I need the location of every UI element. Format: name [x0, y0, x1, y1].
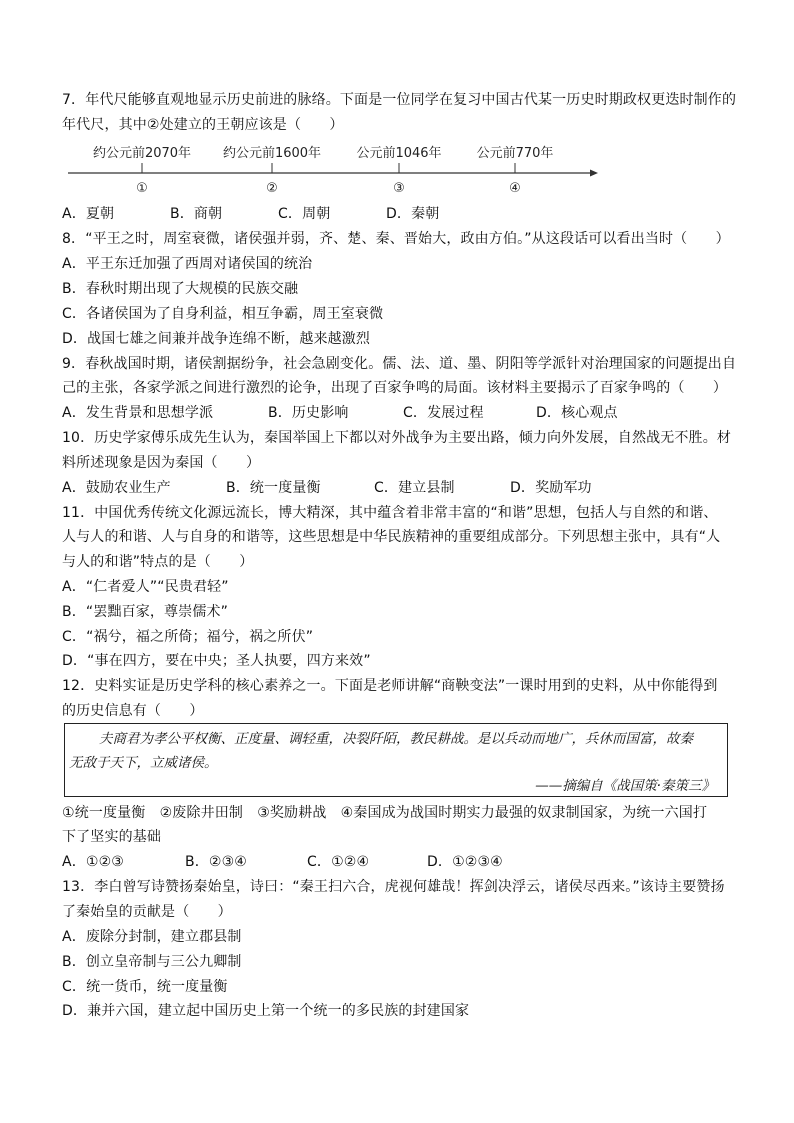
- q9-stem-line1: 9．春秋战国时期，诸侯割据纷争，社会急剧变化。儒、法、道、墨、阴阳等学派针对治理国家的问题提出自: [62, 356, 737, 372]
- q12-items-line1: ①统一度量衡 ②废除井田制 ③奖励耕战 ④秦国成为战国时期实力最强的奴隶制国家，为统一六国打: [62, 805, 708, 821]
- timeline-marker-1: ①: [136, 181, 148, 196]
- q11-option-a[interactable]: A．“仁者爱人”“民贵君轻”: [62, 579, 229, 595]
- timeline-marker-2: ②: [266, 181, 278, 196]
- q11-stem-line1: 11．中国优秀传统文化源远流长，博大精深，其中蕴含着非常丰富的“和谐”思想，包括人与自然的和谐、: [62, 505, 718, 521]
- q13-stem-line2: 了秦始皇的贡献是（ ）: [62, 904, 232, 920]
- q13-option-c[interactable]: C．统一货币，统一度量衡: [62, 979, 228, 995]
- q9-options: [62, 404, 618, 422]
- q7-stem-line2: 年代尺，其中②处建立的王朝应该是（ ）: [62, 117, 344, 133]
- q9-option-b[interactable]: B．历史影响: [268, 405, 349, 421]
- q9-option-a[interactable]: A．发生背景和思想学派: [62, 405, 214, 421]
- q12-items-line2: 下了坚实的基础: [62, 829, 162, 845]
- q10-option-c[interactable]: C．建立县制: [374, 480, 455, 496]
- q8-stem: 8．“平王之时，周室衰微，诸侯强并弱，齐、楚、秦、晋始大，政由方伯。”从这段话可以看出当时（ ）: [62, 231, 730, 247]
- quote-line1: 夫商君为孝公平权衡、正度量、调轻重，决裂阡陌，教民耕战。是以兵动而地广，兵休而国富，故秦: [99, 731, 693, 747]
- q10-stem-line1: 10．历史学家傅乐成先生认为，秦国举国上下都以对外战争为主要出路，倾力向外发展，自然战无不胜。材: [62, 430, 732, 446]
- timeline-chart: [68, 140, 608, 200]
- q8-option-c[interactable]: C．各诸侯国为了自身利益，相互争霸，周王室衰微: [62, 306, 384, 322]
- q12-stem-line2: 的历史信息有（ ）: [62, 703, 204, 719]
- q8-option-a[interactable]: A．平王东迁加强了西周对诸侯国的统治: [62, 256, 313, 272]
- timeline-marker-4: ④: [509, 181, 521, 196]
- q13-option-a[interactable]: A．废除分封制，建立郡县制: [62, 929, 242, 945]
- q12-option-d[interactable]: D．①②③④: [427, 854, 503, 870]
- timeline-marker-3: ③: [393, 181, 405, 196]
- q11-stem-line3: 与人的和谐”特点的是（ ）: [62, 554, 254, 570]
- q8-option-d[interactable]: D．战国七雄之间兼并战争连绵不断，越来越激烈: [62, 331, 371, 347]
- q10-option-d[interactable]: D．奖励军功: [510, 480, 592, 496]
- q7-option-b[interactable]: B．商朝: [170, 206, 223, 222]
- q11-option-c[interactable]: C．“祸兮，福之所倚；福兮，祸之所伏”: [62, 629, 314, 645]
- q12-stem-line1: 12．史料实证是历史学科的核心素养之一。下面是老师讲解“商鞅变法”一课时用到的史料，从中你能得到: [62, 678, 718, 694]
- timeline-label-1: 约公元前2070年: [92, 146, 192, 161]
- q13-option-b[interactable]: B．创立皇帝制与三公九卿制: [62, 954, 242, 970]
- q10-options: [62, 479, 592, 497]
- q9-option-d[interactable]: D．核心观点: [536, 405, 618, 421]
- q11-stem-line2: 人与人的和谐、人与自身的和谐等，这些思想是中华民族精神的重要组成部分。下列思想主张中，具有“人: [62, 529, 721, 545]
- q12-option-b[interactable]: B．②③④: [185, 854, 248, 870]
- q11-option-b[interactable]: B．“罢黜百家，尊崇儒术”: [62, 604, 229, 620]
- q7-option-c[interactable]: C．周朝: [278, 206, 331, 222]
- quote-line2: 无敌于天下，立威诸侯。: [69, 755, 218, 771]
- timeline-label-4: 公元前770年: [476, 146, 554, 161]
- q10-stem-line2: 料所述现象是因为秦国（ ）: [62, 455, 261, 471]
- q9-option-c[interactable]: C．发展过程: [403, 405, 484, 421]
- q12-option-a[interactable]: A．①②③: [62, 854, 124, 870]
- source-quote-box: [64, 723, 728, 797]
- q8-option-b[interactable]: B．春秋时期出现了大规模的民族交融: [62, 281, 299, 297]
- timeline-arrow-icon: [590, 170, 598, 177]
- timeline-label-3: 公元前1046年: [356, 146, 442, 161]
- q11-option-d[interactable]: D．“事在四方，要在中央；圣人执要，四方来效”: [62, 653, 371, 669]
- q7-option-d[interactable]: D．秦朝: [386, 206, 440, 222]
- q10-option-a[interactable]: A．鼓励农业生产: [62, 480, 171, 496]
- q12-options: [62, 853, 503, 871]
- q12-option-c[interactable]: C．①②④: [307, 854, 370, 870]
- q13-stem-line1: 13．李白曾写诗赞扬秦始皇，诗曰：“秦王扫六合，虎视何雄哉！挥剑决浮云，诸侯尽西来。”该诗主要赞扬: [62, 879, 725, 895]
- q7-stem-line1: 7．年代尺能够直观地显示历史前进的脉络。下面是一位同学在复习中国古代某一历史时期政权更迭时制作的: [62, 92, 737, 108]
- q7-option-a[interactable]: A．夏朝: [62, 206, 115, 222]
- q10-option-b[interactable]: B．统一度量衡: [226, 480, 321, 496]
- timeline-label-2: 约公元前1600年: [222, 146, 322, 161]
- q9-stem-line2: 己的主张，各家学派之间进行激烈的论争，出现了百家争鸣的局面。该材料主要揭示了百家争鸣的（ ）: [62, 380, 728, 396]
- q7-options: [62, 205, 439, 223]
- q13-option-d[interactable]: D．兼并六国，建立起中国历史上第一个统一的多民族的封建国家: [62, 1003, 470, 1019]
- quote-source: ——摘编自《战国策·秦策三》: [535, 778, 715, 794]
